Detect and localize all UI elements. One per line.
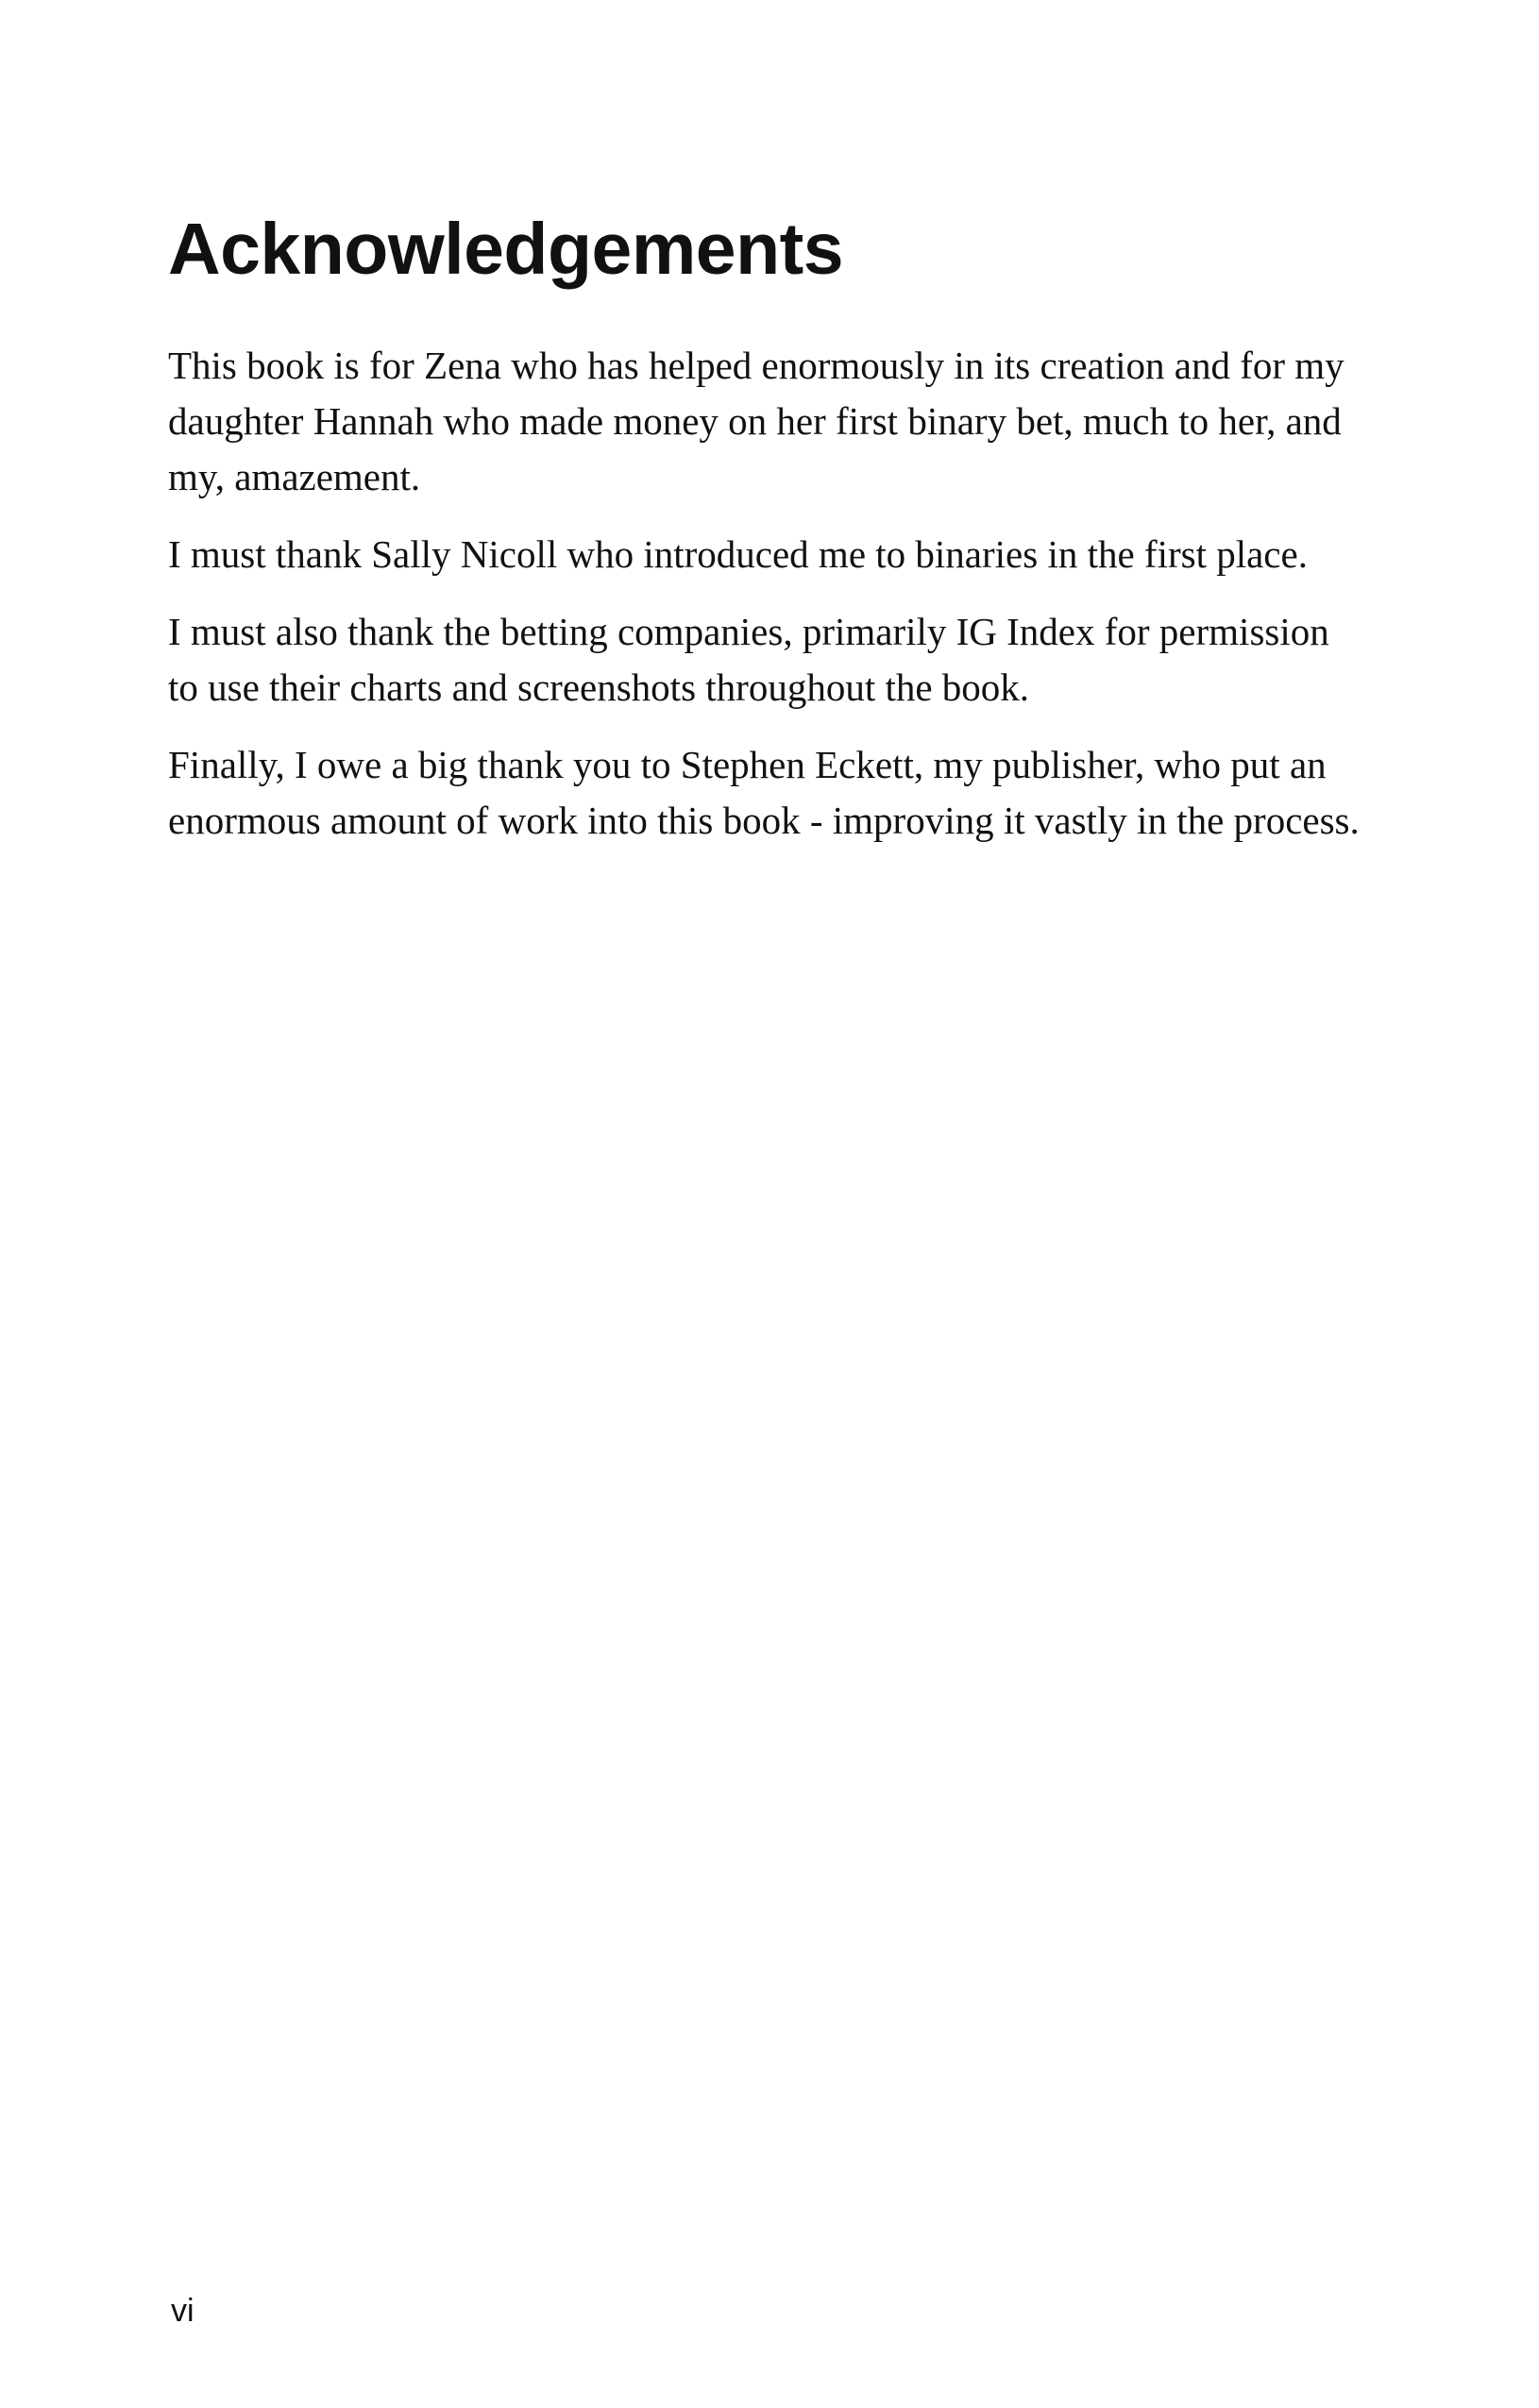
page-number: vi [171, 2293, 194, 2329]
text-line: to use their charts and screenshots throughout the book. [168, 665, 1030, 709]
text-line: Finally, I owe a big thank you to Stephen Eckett, my publisher, who put an [168, 743, 1327, 786]
text-line: This book is for Zena who has helped enormously in its creation and for my [168, 344, 1345, 387]
text-line: I must also thank the betting companies, primarily IG Index for permission [168, 610, 1329, 653]
text-line: enormous amount of work into this book - improving it vastly in the process. [168, 799, 1360, 842]
paragraph-dedication [168, 338, 1386, 505]
paragraph-thanks-companies [168, 604, 1386, 716]
page-heading: Acknowledgements [168, 209, 844, 290]
text-line: daughter Hannah who made money on her first binary bet, much to her, and [168, 399, 1342, 443]
text-line: my, amazement. [168, 455, 421, 498]
paragraph-thanks-sally [168, 527, 1386, 582]
acknowledgements-body [168, 338, 1386, 870]
paragraph-thanks-publisher [168, 737, 1386, 849]
text-line: I must thank Sally Nicoll who introduced me to binaries in the first place. [168, 532, 1308, 576]
